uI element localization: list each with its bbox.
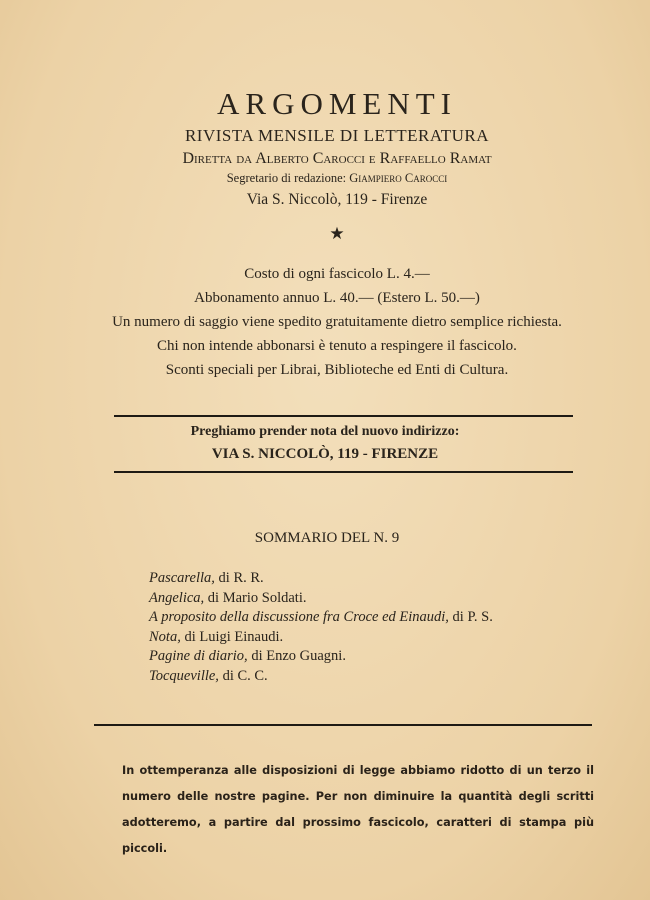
item-byline: di C. C.	[218, 667, 268, 684]
divider	[114, 415, 573, 417]
info-line: Sconti speciali per Librai, Biblioteche ed Enti di Cultura.	[165, 362, 509, 378]
item-title: Tocqueville,	[149, 667, 219, 684]
sommario-list	[149, 569, 493, 686]
sommario-title: SOMMARIO DEL N. 9	[254, 530, 400, 546]
info-line: Chi non intende abbonarsi è tenuto a respingere il fascicolo.	[157, 338, 517, 354]
magazine-title: ARGOMENTI	[217, 86, 457, 121]
item-byline: di Mario Soldati.	[204, 589, 307, 606]
list-item	[149, 608, 493, 628]
list-item	[149, 647, 493, 667]
address-notice: Preghiamo prender nota del nuovo indirizzo:	[190, 424, 460, 439]
item-byline: di Luigi Einaudi.	[180, 628, 284, 645]
secretary-line	[12, 171, 650, 186]
list-item	[149, 569, 493, 589]
address: Via S. Niccolò, 119 - Firenze	[246, 191, 428, 208]
star-icon: ★	[329, 224, 345, 243]
list-item	[149, 667, 493, 687]
secretary-name: Giampiero Carocci	[349, 171, 448, 185]
info-line: Un numero di saggio viene spedito gratuitamente dietro semplice richiesta.	[112, 314, 562, 330]
item-title: Pagine di diario,	[149, 648, 248, 664]
divider	[114, 471, 573, 473]
directors-line: Diretta da Alberto Carocci e Raffaello Ramat	[182, 150, 492, 167]
divider	[94, 724, 592, 726]
new-address: VIA S. NICCOLÒ, 119 - FIRENZE	[211, 446, 439, 462]
item-byline: di Enzo Guagni.	[247, 648, 346, 664]
item-title: A proposito della discussione fra Croce ed Einaudi,	[149, 609, 449, 625]
item-byline: di R. R.	[214, 570, 264, 586]
info-line: Abbonamento annuo L. 40.— (Estero L. 50.—)	[194, 290, 480, 306]
subscription-info	[12, 262, 650, 382]
list-item	[149, 628, 493, 648]
item-title: Angelica,	[149, 589, 205, 606]
secretary-label: Segretario di redazione:	[226, 171, 347, 185]
info-line: Costo di ogni fascicolo L. 4.—	[244, 266, 430, 282]
legal-notice: In ottemperanza alle disposizioni di legge abbiamo ridotto di un terzo il numero delle nostre pagine. Per non diminuire la quantità degli scritti adotteremo, a partire dal prossimo fascicolo, caratteri di stampa più piccoli.	[122, 764, 594, 855]
list-item	[149, 589, 493, 609]
magazine-subtitle: RIVISTA MENSILE DI LETTERATURA	[184, 126, 490, 145]
item-byline: di P. S.	[448, 609, 493, 625]
item-title: Pascarella,	[149, 570, 215, 586]
item-title: Nota,	[149, 628, 181, 645]
